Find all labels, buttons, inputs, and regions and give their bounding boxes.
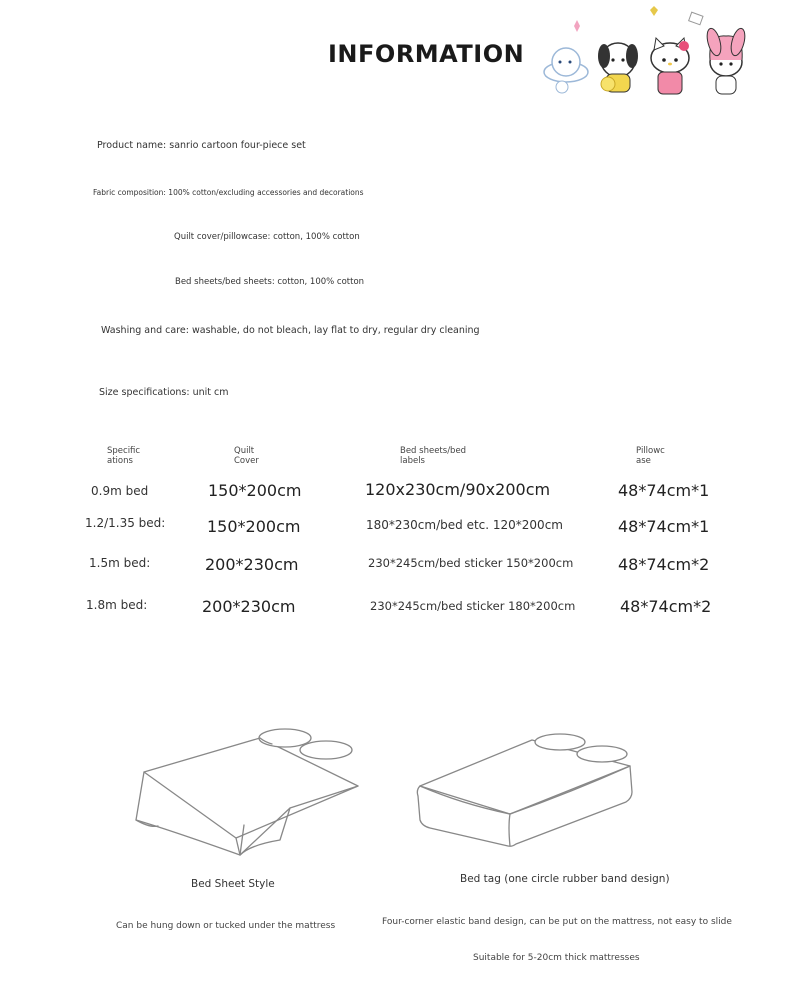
- bed-tag-note-thickness: Suitable for 5-20cm thick mattresses: [473, 953, 640, 963]
- bed-sheet-style-caption: Bed Sheet Style: [191, 878, 275, 890]
- cinnamoroll-character: [544, 48, 588, 93]
- my-melody-character: [705, 27, 748, 94]
- table-cell-pillow: 48*74cm*2: [620, 597, 712, 616]
- bed-sheet-style-note: Can be hung down or tucked under the mattress: [116, 921, 336, 931]
- table-cell-quilt: 200*230cm: [205, 555, 299, 574]
- table-cell-quilt: 200*230cm: [202, 597, 296, 616]
- hello-kitty-character: [651, 38, 689, 94]
- sanrio-characters-illustration: [538, 2, 760, 102]
- table-cell-pillow: 48*74cm*1: [618, 481, 710, 500]
- product-name: Product name: sanrio cartoon four-piece set: [97, 140, 306, 151]
- table-cell-spec: 0.9m bed: [91, 484, 149, 498]
- bed-sheet-illustration: [130, 720, 370, 865]
- table-cell-sheet: 180*230cm/bed etc. 120*200cm: [366, 518, 563, 532]
- fitted-sheet-illustration: [412, 726, 637, 856]
- bed-tag-caption: Bed tag (one circle rubber band design): [460, 873, 670, 885]
- fabric-composition: Fabric composition: 100% cotton/excluding accessories and decorations: [93, 188, 364, 197]
- bed-sheets-material: Bed sheets/bed sheets: cotton, 100% cotton: [175, 277, 365, 287]
- table-cell-pillow: 48*74cm*2: [618, 555, 710, 574]
- table-cell-sheet: 120x230cm/90x200cm: [365, 480, 551, 499]
- table-cell-sheet: 230*245cm/bed sticker 180*200cm: [370, 599, 576, 613]
- sparkle-icon: [574, 20, 580, 32]
- header-quilt-cover: Quilt Cover: [234, 446, 259, 466]
- header-specifications: Specific ations: [107, 446, 141, 466]
- size-specifications: Size specifications: unit cm: [99, 387, 229, 398]
- table-cell-spec: 1.8m bed:: [86, 598, 148, 612]
- quilt-cover-material: Quilt cover/pillowcase: cotton, 100% cotton: [174, 232, 360, 242]
- table-cell-sheet: 230*245cm/bed sticker 150*200cm: [368, 556, 574, 570]
- envelope-icon: [689, 12, 703, 25]
- chick-character: [601, 77, 615, 91]
- table-cell-quilt: 150*200cm: [208, 481, 302, 500]
- table-cell-quilt: 150*200cm: [207, 517, 301, 536]
- table-cell-spec: 1.5m bed:: [89, 556, 151, 570]
- table-cell-pillow: 48*74cm*1: [618, 517, 710, 536]
- page-title: INFORMATION: [328, 40, 525, 68]
- table-cell-spec: 1.2/1.35 bed:: [85, 516, 166, 530]
- star-icon: [650, 6, 658, 16]
- header-bed-sheets: Bed sheets/bed labels: [400, 446, 467, 466]
- washing-care: Washing and care: washable, do not bleach, lay flat to dry, regular dry cleaning: [101, 325, 480, 336]
- header-pillowcase: Pillowc ase: [636, 446, 665, 466]
- bed-tag-note: Four-corner elastic band design, can be put on the mattress, not easy to slide: [382, 917, 732, 927]
